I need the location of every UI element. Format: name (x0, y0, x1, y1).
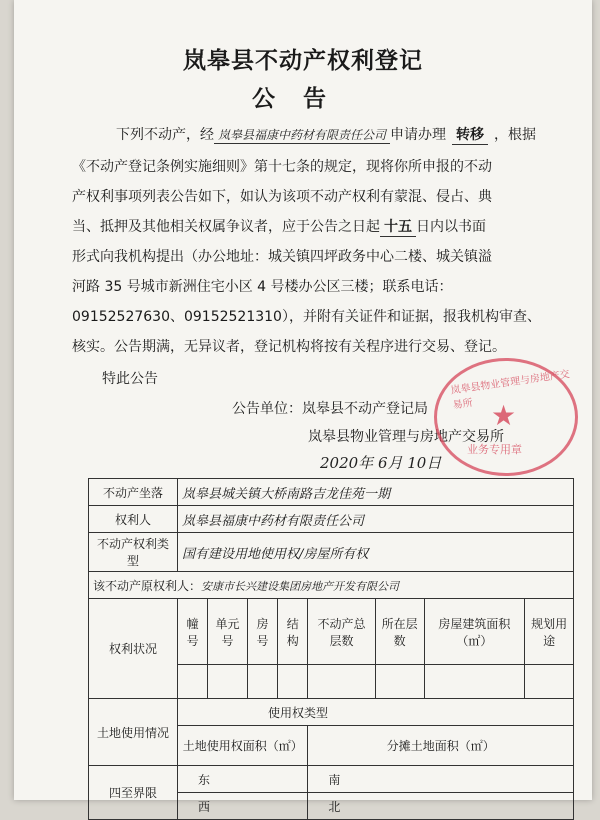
notice-line-8: 核实。公告期满，无异议者，登记机构将按有关程序进行交易、登记。 (72, 339, 506, 355)
north-cell: 北 (308, 793, 574, 820)
col-floor: 所在层数 (375, 599, 424, 665)
notice-line1-suffix: ，根据 (494, 127, 537, 143)
col-planned-use: 规划用途 (525, 599, 574, 665)
issuer-line-1 (232, 398, 428, 418)
table-cell (308, 665, 375, 699)
table-cell (208, 665, 248, 699)
notice-paper (14, 0, 592, 814)
objection-days: 十五 (380, 216, 416, 237)
page-subtitle: 公告 (252, 86, 354, 112)
original-holder-label: 该不动产原权利人： (93, 578, 202, 593)
west-cell: 西 (178, 793, 308, 820)
holder-label: 权利人 (89, 506, 178, 533)
table-row (89, 766, 574, 793)
notice-line-5: 形式向我机构提出（办公地址：城关镇四坪政务中心二楼、城关镇溢 (72, 249, 492, 265)
status-label: 权利状况 (89, 599, 178, 699)
col-room: 房号 (247, 599, 277, 665)
notice-line1-prefix: 下列不动产，经 (116, 127, 214, 143)
notice-line4-prefix: 当、抵押及其他相关权属争议者，应于公告之日起 (72, 219, 380, 235)
original-holder-value: 安康市长兴建设集团房地产开发有限公司 (201, 579, 400, 593)
shared-area-label: 分摊土地面积（㎡） (308, 726, 574, 766)
table-row (89, 479, 574, 506)
table-row (89, 599, 574, 665)
table-cell (375, 665, 424, 699)
notice-line4-suffix: 日内以书面 (416, 219, 486, 235)
business-type: 转移 (452, 124, 488, 145)
col-area: 房屋建筑面积（㎡） (424, 599, 525, 665)
issuer-label: 公告单位： (232, 401, 302, 417)
holder-value: 岚皋县福康中药材有限责任公司 (178, 506, 574, 533)
table-row (89, 506, 574, 533)
closing-text: 特此公告 (102, 371, 158, 387)
land-right-type-label: 使用权类型 (268, 705, 329, 720)
col-structure: 结构 (278, 599, 308, 665)
east-cell: 东 (178, 766, 308, 793)
boundary-label: 四至界限 (89, 766, 178, 820)
property-info-table (88, 478, 574, 820)
table-cell (278, 665, 308, 699)
notice-line-3: 产权利事项列表公告如下，如认为该项不动产权利有蒙混、侵占、典 (72, 189, 492, 205)
star-icon: ★ (491, 399, 517, 432)
location-label: 不动产坐落 (89, 479, 178, 506)
original-holder-cell (89, 572, 574, 599)
notice-line-7: 09152527630、09152521310），并附有关证件和证据，报我机构审查、 (72, 309, 541, 325)
notice-line-6: 河路 35 号城市新洲住宅小区 4 号楼办公区三楼；联系电话： (72, 279, 453, 295)
notice-line1-mid: 申请办理 (390, 127, 447, 143)
table-cell (247, 665, 277, 699)
issue-date: 2020年 6月 10日 (320, 454, 442, 472)
table-cell (525, 665, 574, 699)
table-row (89, 699, 574, 726)
land-right-type-cell (178, 699, 574, 726)
notice-line-2: 《不动产登记条例实施细则》第十七条的规定，现将你所申报的不动 (72, 159, 492, 175)
table-cell (178, 665, 208, 699)
south-cell: 南 (308, 766, 574, 793)
land-area-label: 土地使用权面积（㎡） (178, 726, 308, 766)
right-type-value: 国有建设用地使用权/房屋所有权 (178, 533, 574, 572)
right-type-label: 不动产权利类型 (89, 533, 178, 572)
seal-bottom-text: 业务专用章 (467, 443, 522, 456)
notice-line-4 (72, 216, 486, 237)
applicant-name: 岚皋县福康中药材有限责任公司 (214, 126, 390, 144)
issuer-org-1: 岚皋县不动产登记局 (302, 401, 428, 417)
seal-top-text: 岚皋县物业管理与房地产交易所 (450, 369, 571, 412)
issuer-org-2: 岚皋县物业管理与房地产交易所 (308, 429, 504, 445)
col-building: 幢号 (178, 599, 208, 665)
page-title: 岚皋县不动产权利登记 (183, 48, 423, 74)
table-row (89, 533, 574, 572)
table-row (89, 572, 574, 599)
location-value: 岚皋县城关镇大桥南路吉龙佳苑一期 (178, 479, 574, 506)
col-total-floors: 不动产总层数 (308, 599, 375, 665)
notice-line-1 (116, 124, 536, 145)
official-seal (434, 358, 578, 476)
land-label: 土地使用情况 (89, 699, 178, 766)
col-unit: 单元号 (208, 599, 248, 665)
table-cell (424, 665, 525, 699)
